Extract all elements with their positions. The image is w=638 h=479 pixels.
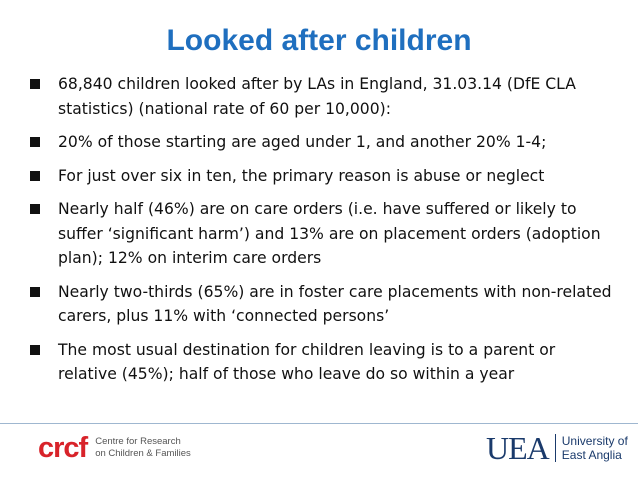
- bullet-item: [30, 130, 615, 155]
- square-bullet-icon: [30, 137, 40, 147]
- bullet-text: Nearly half (46%) are on care orders (i.e. have suffered or likely to suffer ‘significant harm’) and 13% are on placement orders (adoption plan); 12% on interim care orders: [58, 200, 601, 267]
- crcf-name-line1: Centre for Research: [95, 436, 181, 447]
- square-bullet-icon: [30, 204, 40, 214]
- crcf-name: [95, 436, 191, 460]
- bullet-text: The most usual destination for children leaving is to a parent or relative (45%); half of those who leave do so within a year: [58, 340, 556, 383]
- slide-title: Looked after children: [166, 24, 472, 57]
- uea-logo-block: [486, 430, 628, 466]
- square-bullet-icon: [30, 79, 40, 89]
- bullet-item: [30, 72, 615, 121]
- crcf-logo-block: [38, 430, 191, 466]
- square-bullet-icon: [30, 287, 40, 297]
- bullet-item: [30, 164, 615, 189]
- square-bullet-icon: [30, 345, 40, 355]
- bullet-item: [30, 338, 615, 387]
- bullet-text: 68,840 children looked after by LAs in England, 31.03.14 (DfE CLA statistics) (national rate of 60 per 10,000):: [58, 75, 576, 118]
- bullet-list: [30, 72, 615, 396]
- bullet-item: [30, 197, 615, 271]
- uea-name-line1: University of: [561, 434, 628, 448]
- bullet-text: 20% of those starting are aged under 1, and another 20% 1-4;: [58, 133, 547, 151]
- uea-separator: [555, 434, 556, 462]
- bullet-item: [30, 280, 615, 329]
- crcf-name-line2: on Children & Families: [95, 448, 191, 459]
- footer-divider: [0, 423, 638, 424]
- uea-name-line2: East Anglia: [561, 448, 622, 462]
- crcf-logo: crcf: [38, 431, 88, 464]
- uea-logo: UEA: [486, 429, 549, 466]
- square-bullet-icon: [30, 171, 40, 181]
- bullet-text: Nearly two-thirds (65%) are in foster care placements with non-related carers, plus 11% with ‘connected persons’: [58, 282, 612, 325]
- uea-name: [562, 434, 628, 462]
- bullet-text: For just over six in ten, the primary reason is abuse or neglect: [58, 166, 545, 185]
